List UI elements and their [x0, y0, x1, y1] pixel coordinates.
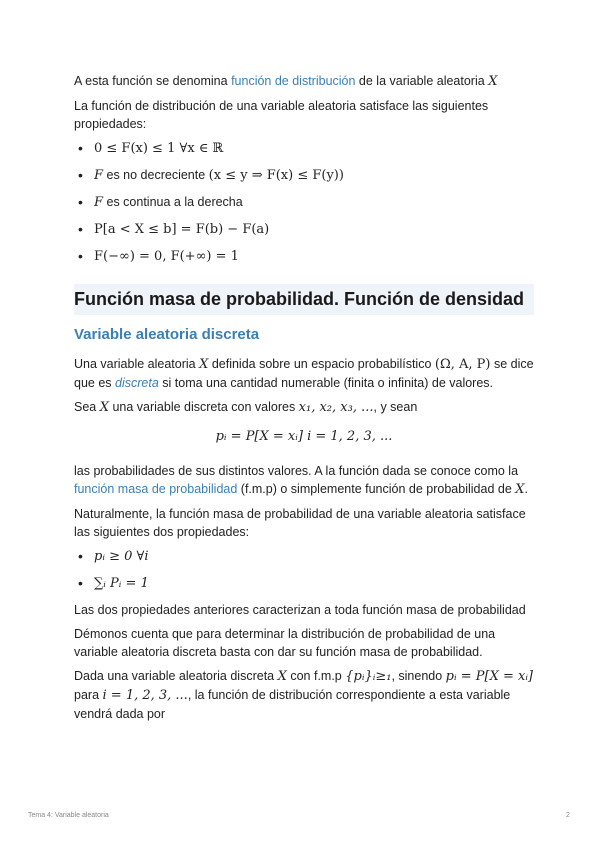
math-var: F — [94, 168, 104, 183]
list-item — [74, 547, 534, 566]
pmf-properties-list — [74, 547, 534, 593]
math-expr: 0 ≤ F(x) ≤ 1 ∀x ∈ ℝ — [94, 141, 224, 156]
subsection-heading: Variable aleatoria discreta — [74, 326, 260, 343]
math-var: F — [94, 195, 104, 210]
discrete-paragraph-5: Las dos propiedades anteriores caracterizan a toda función masa de probabilidad — [74, 603, 526, 617]
page-number: 2 — [566, 812, 570, 819]
list-item — [74, 166, 534, 185]
intro-paragraph-1 — [74, 72, 534, 91]
list-item — [74, 220, 534, 239]
math-var: X — [515, 482, 525, 497]
discrete-paragraph-2 — [74, 398, 534, 417]
section-heading: Función masa de probabilidad. Función de densidad — [74, 284, 534, 315]
discrete-paragraph-4: Naturalmente, la función masa de probabilidad de una variable aleatoria satisface las siguientes dos propiedades: — [74, 507, 526, 539]
pmf-link[interactable]: función masa de probabilidad — [74, 482, 238, 496]
intro-paragraph-2: La función de distribución de una variable aleatoria satisface las siguientes propiedades: — [74, 99, 489, 131]
list-item — [74, 193, 534, 212]
text: es no decreciente — [103, 168, 209, 182]
list-item — [74, 139, 534, 158]
math-expr: x₁, x₂, x₃, ... — [298, 400, 374, 415]
math-expr: P[a < X ≤ b] = F(b) − F(a) — [94, 222, 270, 237]
text: Sea — [74, 400, 100, 414]
list-item — [74, 574, 534, 593]
page-content — [74, 72, 534, 729]
math-var: X — [99, 400, 109, 415]
text: , la función de distribución correspondiente a esta variable vendrá dada por — [74, 688, 511, 721]
text: . — [524, 482, 528, 496]
discrete-paragraph-3 — [74, 462, 534, 499]
math-expr: pᵢ = P[X = xᵢ] i = 1, 2, 3, ... — [215, 429, 393, 444]
text: de la variable aleatoria — [355, 74, 489, 88]
text: , y sean — [373, 400, 418, 414]
text: definida sobre un espacio probabilístico — [208, 357, 435, 371]
math-expr: i = 1, 2, 3, ... — [102, 688, 188, 703]
math-expr: pᵢ ≥ 0 ∀i — [94, 549, 149, 564]
text: una variable discreta con valores — [108, 400, 299, 414]
text: las probabilidades de sus distintos valores. A la función dada se conoce como la — [74, 464, 519, 478]
text: para — [74, 688, 103, 702]
text: se dice que es — [74, 357, 534, 390]
discrete-paragraph-7 — [74, 667, 534, 723]
distribution-function-link[interactable]: función de distribución — [231, 74, 356, 88]
math-var: X — [277, 669, 287, 684]
math-expr: (x ≤ y ⇒ F(x) ≤ F(y)) — [208, 168, 344, 183]
text: Una variable aleatoria — [74, 357, 200, 371]
distribution-properties-list — [74, 139, 534, 266]
display-equation — [74, 425, 534, 448]
discrete-paragraph-6: Démonos cuenta que para determinar la distribución de probabilidad de una variable aleatoria discreta basta con dar su función masa de probabilidad. — [74, 627, 496, 659]
text: , sinendo — [391, 669, 446, 683]
math-var: X — [199, 357, 209, 372]
math-expr: (Ω, A, P) — [434, 357, 491, 372]
text: Dada una variable aleatoria discreta — [74, 669, 278, 683]
math-expr: ∑ᵢ Pᵢ = 1 — [94, 576, 149, 591]
math-var: X — [488, 74, 498, 89]
discrete-paragraph-1 — [74, 355, 534, 392]
text: con f.m.p — [286, 669, 346, 683]
text: si toma una cantidad numerable (finita o infinita) de valores. — [158, 376, 494, 390]
text: (f.m.p) o simplemente función de probabilidad de — [237, 482, 516, 496]
math-expr: {pᵢ}ᵢ≥₁ — [345, 669, 392, 684]
math-expr: pᵢ = P[X = xᵢ] — [445, 669, 533, 684]
list-item — [74, 247, 534, 266]
text: A esta función se denomina — [74, 74, 232, 88]
discreta-term: discreta — [115, 376, 159, 390]
footer-title: Tema 4: Variable aleatoria — [28, 812, 109, 819]
text: es continua a la derecha — [103, 195, 243, 209]
math-expr: F(−∞) = 0, F(+∞) = 1 — [94, 249, 239, 264]
